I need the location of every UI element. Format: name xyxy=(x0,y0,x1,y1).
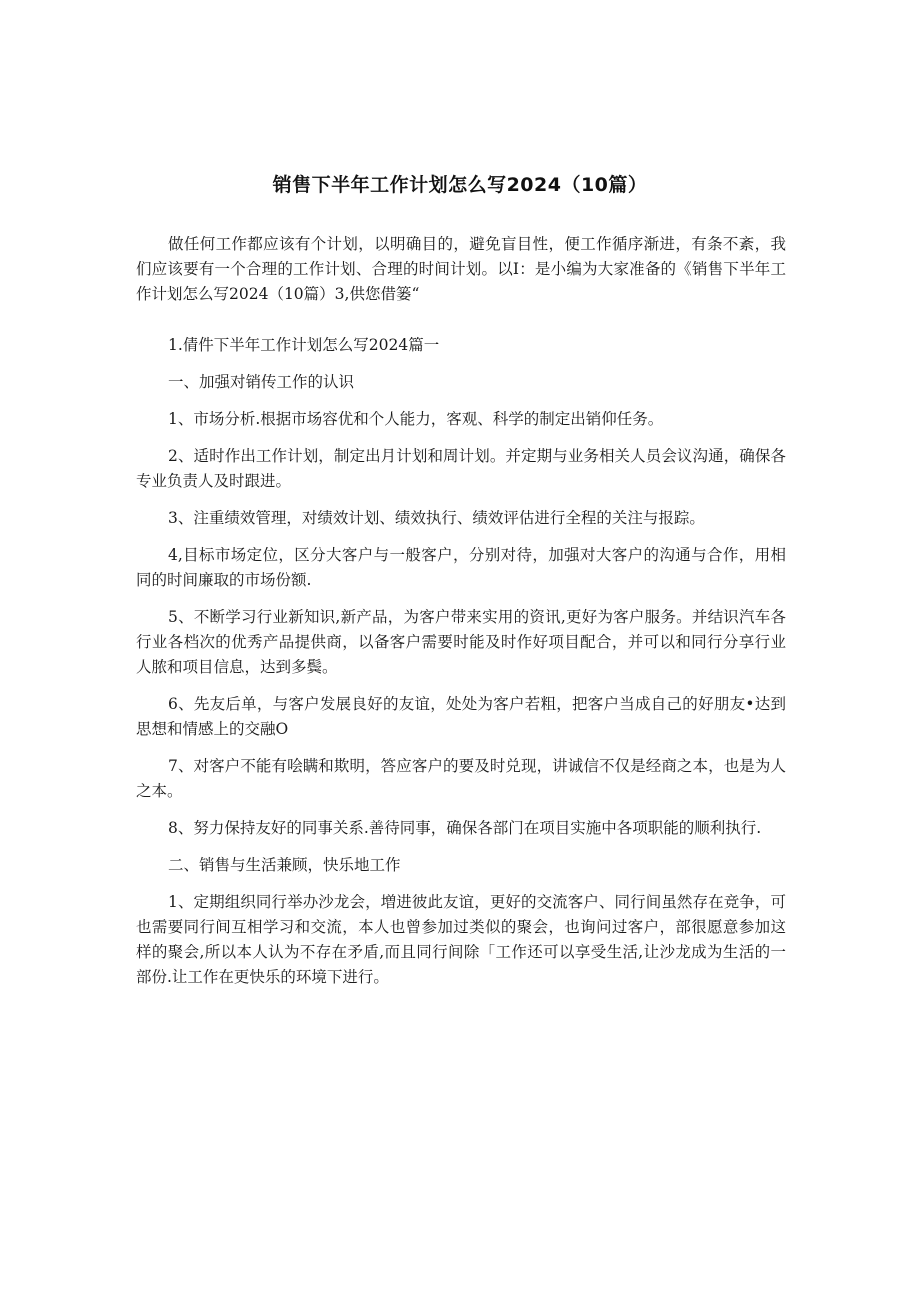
intro-paragraph: 做任何工作都应该有个计划，以明确目的，避免盲目性，便工作循序渐进，有条不紊，我们应该要有一个合理的工作计划、合理的时间计划。以I：是小编为大家准备的《销售下半年工作计划怎么写2024（10篇）3,供您借篓“ xyxy=(136,235,786,303)
list-item: 2、适时作出工作计划，制定出月计划和周计划。并定期与业务相关人员会议沟通，确保各专业负责人及时跟进。 xyxy=(136,447,786,490)
subsection-heading-1: 一、加强对销传工作的认识 xyxy=(168,373,355,391)
document-body xyxy=(136,232,786,1002)
list-item: 7、对客户不能有哙瞒和欺明，答应客户的要及时兑现，讲诚信不仅是经商之本，也是为人之本。 xyxy=(136,757,786,800)
list-item: 8、努力保持友好的同事关系.善待同事，确保各部门在项目实施中各项职能的顺利执行. xyxy=(168,819,762,837)
document-title: 销售下半年工作计划怎么写2024（10篇） xyxy=(272,174,648,196)
list-item: 5、不断学习行业新知识,新产品，为客户带来实用的资讯,更好为客户服务。并结识汽车各行业各档次的优秀产品提供商，以备客户需要时能及时作好项目配合，并可以和同行分享行业人脓和项目信息，达到多鬓。 xyxy=(136,608,786,676)
list-item: 3、注重绩效管理，对绩效计划、绩效执行、绩效评估进行全程的关注与报踪。 xyxy=(168,509,705,527)
list-item: 1、市场分析.根据市场容优和个人能力，客观、科学的制定出销仰任务。 xyxy=(168,410,664,428)
subsection-heading-2: 二、销售与生活兼顾，快乐地工作 xyxy=(168,856,401,874)
list-item: 4,目标市场定位，区分大客户与一般客户，分别对待，加强对大客户的沟通与合作，用相同的时间廉取的市场份额. xyxy=(136,546,786,589)
list-item: 1、定期组织同行举办沙龙会，増进彼此友谊，更好的交流客户、同行间虽然存在竞争，可也需要同行间互相学习和交流，本人也曾参加过类似的聚会，也询问过客户，部很愿意参加这样的聚会,所以本人认为不存在矛盾,而且同行间除「工作还可以享受生活,让沙龙成为生活的一部份.让工作在更快乐的环境下进行。 xyxy=(136,893,786,986)
section-heading-part-one: 1.倩件下半年工作计划怎么写2024篇一 xyxy=(168,336,440,354)
list-item: 6、先友后单，与客户发展良好的友谊，处处为客户若粗，把客户当成自己的好朋友•达到思想和情感上的交融O xyxy=(136,695,786,738)
